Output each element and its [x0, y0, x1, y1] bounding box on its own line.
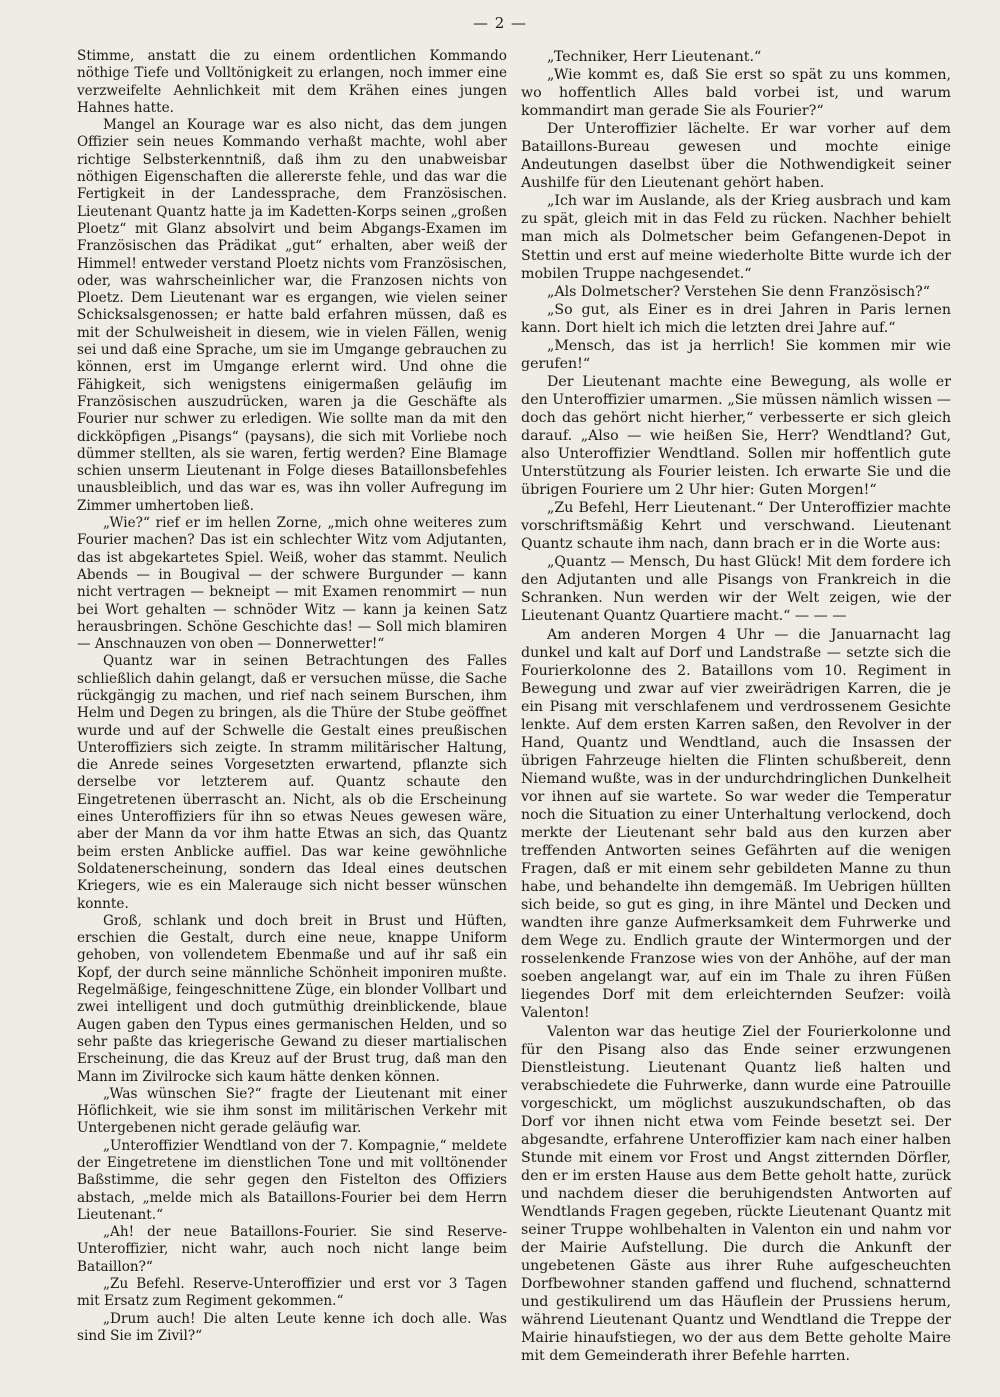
paragraph: Mangel an Kourage war es also nicht, das dem jungen Offizier sein neues Kommando verhaßt machte, wohl aber richtige Selbsterkenntniß, daß ihm zu den unabweisbar nöthigen Eigenschaften die allererste fehle, und das war die Fertigkeit in der Landessprache, dem Französischen. Lieutenant Quantz hatte ja im Kadetten-Korps seinen „großen Ploetz“ mit Glanz absolvirt und beim Abgangs-Examen im Französischen das Prädikat „gut“ erhalten, aber weiß der Himmel! entweder verstand Ploetz nichts vom Französischen, oder, was wahrscheinlicher war, die Franzosen nichts von Ploetz. Dem Lieutenant war es ergangen, wie vielen seiner Schicksalsgenossen; er hatte bald erfahren müssen, daß es mit der Schulweisheit in diesem, wie in vielen Fällen, wenig sei und daß eine Sprache, um sie im Umgange gebrauchen zu können, erst im Umgange erlernt wird. Und ohne die Fähigkeit, sich wenigstens einigermaßen geläufig im Französischen auszudrücken, waren ja die Geschäfte als Fourier nur schwer zu erledigen. Wie sollte man da mit den dickköpfigen „Pisangs“ (paysans), die sich mit Vorliebe noch dümmer stellten, als sie waren, fertig werden? Eine Blamage schien unserm Lieutenant in Folge dieses Bataillonsbefehles unausbleiblich, und das war es, was ihn voller Aufregung im Zimmer umhertoben ließ.	[77, 117, 507, 514]
paragraph: „Unteroffizier Wendtland von der 7. Kompagnie,“ meldete der Eingetretene im dienstlichen Tone und mit volltönender Baßstimme, die sehr gegen den Fistelton des Offiziers abstach, „melde mich als Bataillons-Fourier bei dem Herrn Lieutenant.“	[77, 1137, 507, 1223]
paragraph: „Mensch, das ist ja herrlich! Sie kommen mir wie gerufen!“	[521, 337, 951, 372]
paragraph: „Quantz — Mensch, Du hast Glück! Mit dem fordere ich den Adjutanten und alle Pisangs von Frankreich in die Schranken. Nun werden wir der Welt zeigen, wie der Lieutenant Quantz Quartiere macht.“ — — —	[521, 554, 951, 625]
right-column	[521, 48, 951, 1365]
paragraph: „Techniker, Herr Lieutenant.“	[547, 49, 762, 65]
left-column	[77, 48, 507, 1345]
paragraph: „Als Dolmetscher? Verstehen Sie denn Französisch?“	[547, 283, 930, 300]
paragraph: Stimme, anstatt die zu einem ordentlichen Kommando nöthige Tiefe und Volltönigkeit zu erlangen, noch immer eine verzweifelte Aehnlichkeit mit dem Krähen eines jungen Hahnes hatte.	[77, 48, 507, 116]
paragraph: Am anderen Morgen 4 Uhr — die Januarnacht lag dunkel und kalt auf Dorf und Landstraße — setzte sich die Fourierkolonne des 2. Bataillons vom 10. Regiment in Bewegung und zwar auf vier zweirädrigen Karren, die je ein Pisang mit verschlafenem und verdrossenem Gesichte lenkte. Auf dem ersten Karren saßen, den Revolver in der Hand, Quantz und Wendtland, auch die Insassen der übrigen Fahrzeuge hielten die Flinten schußbereit, denn Niemand wußte, was in der undurchdringlichen Dunkelheit vor ihnen auf sie wartete. So war weder die Temperatur noch die Situation zu einer Unterhaltung verlockend, doch merkte der Lieutenant sehr bald aus den kurzen aber treffenden Antworten seines Gefährten auf die wenigen Fragen, daß er mit einem sehr gebildeten Manne zu thun habe, und behandelte ihn demgemäß. Im Uebrigen hüllten sich beide, so gut es ging, in ihre Mäntel und Decken und wandten ihre ganze Aufmerksamkeit dem Fuhrwerke und dem Wege zu. Endlich graute der Wintermorgen und der rosselenkende Franzose wies von der Anhöhe, auf der man soeben angelangt war, auf ein im Thale zu ihren Füßen liegendes Dorf mit dem erleichternden Seufzer: voilà Valenton!	[521, 626, 951, 1022]
paragraph: Der Lieutenant machte eine Bewegung, als wolle er den Unteroffizier umarmen. „Sie müssen nämlich wissen — doch das gehört nicht hierher,“ verbesserte er sich gleich darauf. „Also — wie heißen Sie, Herr? Wendtland? Gut, also Unteroffizier Wendtland. Sollen mir hoffentlich gute Unterstützung als Fourier leisten. Ich erwarte Sie und die übrigen Fouriere um 2 Uhr hier: Guten Morgen!“	[521, 373, 951, 499]
paragraph: Quantz war in seinen Betrachtungen des Falles schließlich dahin gelangt, daß er versuchen müsse, die Sache rückgängig zu machen, und rief nach seinem Burschen, ihm Helm und Degen zu bringen, als die Thüre der Stube geöffnet wurde und auf der Schwelle die Gestalt eines preußischen Unteroffiziers sich zeigte. In stramm militärischer Haltung, die Anrede seines Vorgesetzten erwartend, pflanzte sich derselbe vor letzterem auf. Quantz schaute den Eingetretenen überrascht an. Nicht, als ob die Erscheinung eines Unteroffiziers für ihn so etwas Neues gewesen wäre, aber der Mann da vor ihm hatte Etwas an sich, das Quantz beim ersten Anblicke auffiel. Das war keine gewöhnliche Soldatenerscheinung, sondern das Ideal eines deutschen Kriegers, wie es ein Malerauge sich nicht besser wünschen konnte.	[77, 653, 507, 912]
paragraph: Valenton war das heutige Ziel der Fourierkolonne und für den Pisang also das Ende seiner erzwungenen Dienstleistung. Lieutenant Quantz ließ halten und verabschiedete die Fuhrwerke, dann wurde eine Patrouille vorgeschickt, um möglichst auszukundschaften, ob das Dorf vor ihnen nicht etwa vom Feinde besetzt sei. Der abgesandte, erfahrene Unteroffizier kam nach einer halben Stunde mit einem vor Frost und Angst zitternden Dörfler, den er im ersten Hause aus dem Bette geholt hatte, zurück und nachdem dieser die beruhigendsten Antworten auf Wendtlands Fragen gegeben, rückte Lieutenant Quantz mit seiner Truppe wohlbehalten in Valenton ein und nahm vor der Mairie Aufstellung. Die durch die Ankunft der ungebetenen Gäste aus ihrer Ruhe aufgescheuchten Dorfbewohner standen gaffend und fluchend, schnatternd und gestikulirend um das Häuflein der Prussiens herum, während Lieutenant Quantz und Wendtland die Treppe der Mairie hinaufstiegen, wo der aus dem Bette geholte Maire mit dem Gemeinderath ihrer Befehle harrten.	[521, 1023, 951, 1365]
paragraph: „Was wünschen Sie?“ fragte der Lieutenant mit einer Höflichkeit, wie sie ihm sonst im militärischen Verkehr mit Untergebenen nicht gerade geläufig war.	[77, 1085, 507, 1137]
paragraph: „Ah! der neue Bataillons-Fourier. Sie sind Reserve-Unteroffizier, nicht wahr, auch noch nicht lange beim Bataillon?“	[77, 1224, 507, 1275]
paragraph: „Zu Befehl. Reserve-Unteroffizier und erst vor 3 Tagen mit Ersatz zum Regiment gekommen.“	[77, 1276, 507, 1310]
page-number: — 2 —	[472, 14, 528, 32]
paragraph: „Zu Befehl, Herr Lieutenant.“ Der Unteroffizier machte vorschriftsmäßig Kehrt und verschwand. Lieutenant Quantz schaute ihm nach, dann brach er in die Worte aus:	[521, 500, 951, 553]
paragraph: „Drum auch! Die alten Leute kenne ich doch alle. Was sind Sie im Zivil?“	[77, 1310, 507, 1344]
paragraph: „Wie kommt es, daß Sie erst so spät zu uns kommen, wo hoffentlich Alles bald vorbei ist, und warum kommandirt man gerade Sie als Fourier?“	[521, 67, 951, 120]
paragraph: „Wie?“ rief er im hellen Zorne, „mich ohne weiteres zum Fourier machen? Das ist ein schlechter Witz vom Adjutanten, das ist abgekartetes Spiel. Weiß, woher das stammt. Neulich Abends — in Bougival — der schwere Burgunder — kann nicht vertragen — bekneipt — mit Examen renommirt — nun bei Wort gehalten — schnöder Witz — kann ja keinen Satz herausbringen. Schöne Geschichte das! — Soll mich blamiren — Anschnauzen von oben — Donnerwetter!“	[77, 515, 507, 653]
paragraph: Der Unteroffizier lächelte. Er war vorher auf dem Bataillons-Bureau gewesen und mochte einige Andeutungen daselbst über die Nothwendigkeit seiner Aushilfe für den Lieutenant gehört haben.	[521, 121, 951, 192]
paragraph: Groß, schlank und doch breit in Brust und Hüften, erschien die Gestalt, durch eine neue, knappe Uniform gehoben, von vollendetem Ebenmaße und auf ihr saß ein Kopf, der durch seine männliche Schönheit imponiren mußte. Regelmäßige, feingeschnittene Züge, ein blonder Vollbart und zwei intelligent und doch gutmüthig dreinblickende, blaue Augen gaben den Typus eines germanischen Helden, und so sehr paßte das kriegerische Gewand zu dieser martialischen Erscheinung, die das Kreuz auf der Brust trug, daß man den Mann im Zivilrocke sich kaum hätte denken können.	[77, 912, 508, 1085]
paragraph: „Ich war im Auslande, als der Krieg ausbrach und kam zu spät, gleich mit in das Feld zu rücken. Nachher behielt man mich als Dolmetscher beim Gefangenen-Depot in Stettin und erst auf meine wiederholte Bitte wurde ich der mobilen Truppe nachgesendet.“	[521, 193, 951, 282]
paragraph: „So gut, als Einer es in drei Jahren in Paris lernen kann. Dort hielt ich mich die letzten drei Jahre auf.“	[521, 301, 951, 336]
